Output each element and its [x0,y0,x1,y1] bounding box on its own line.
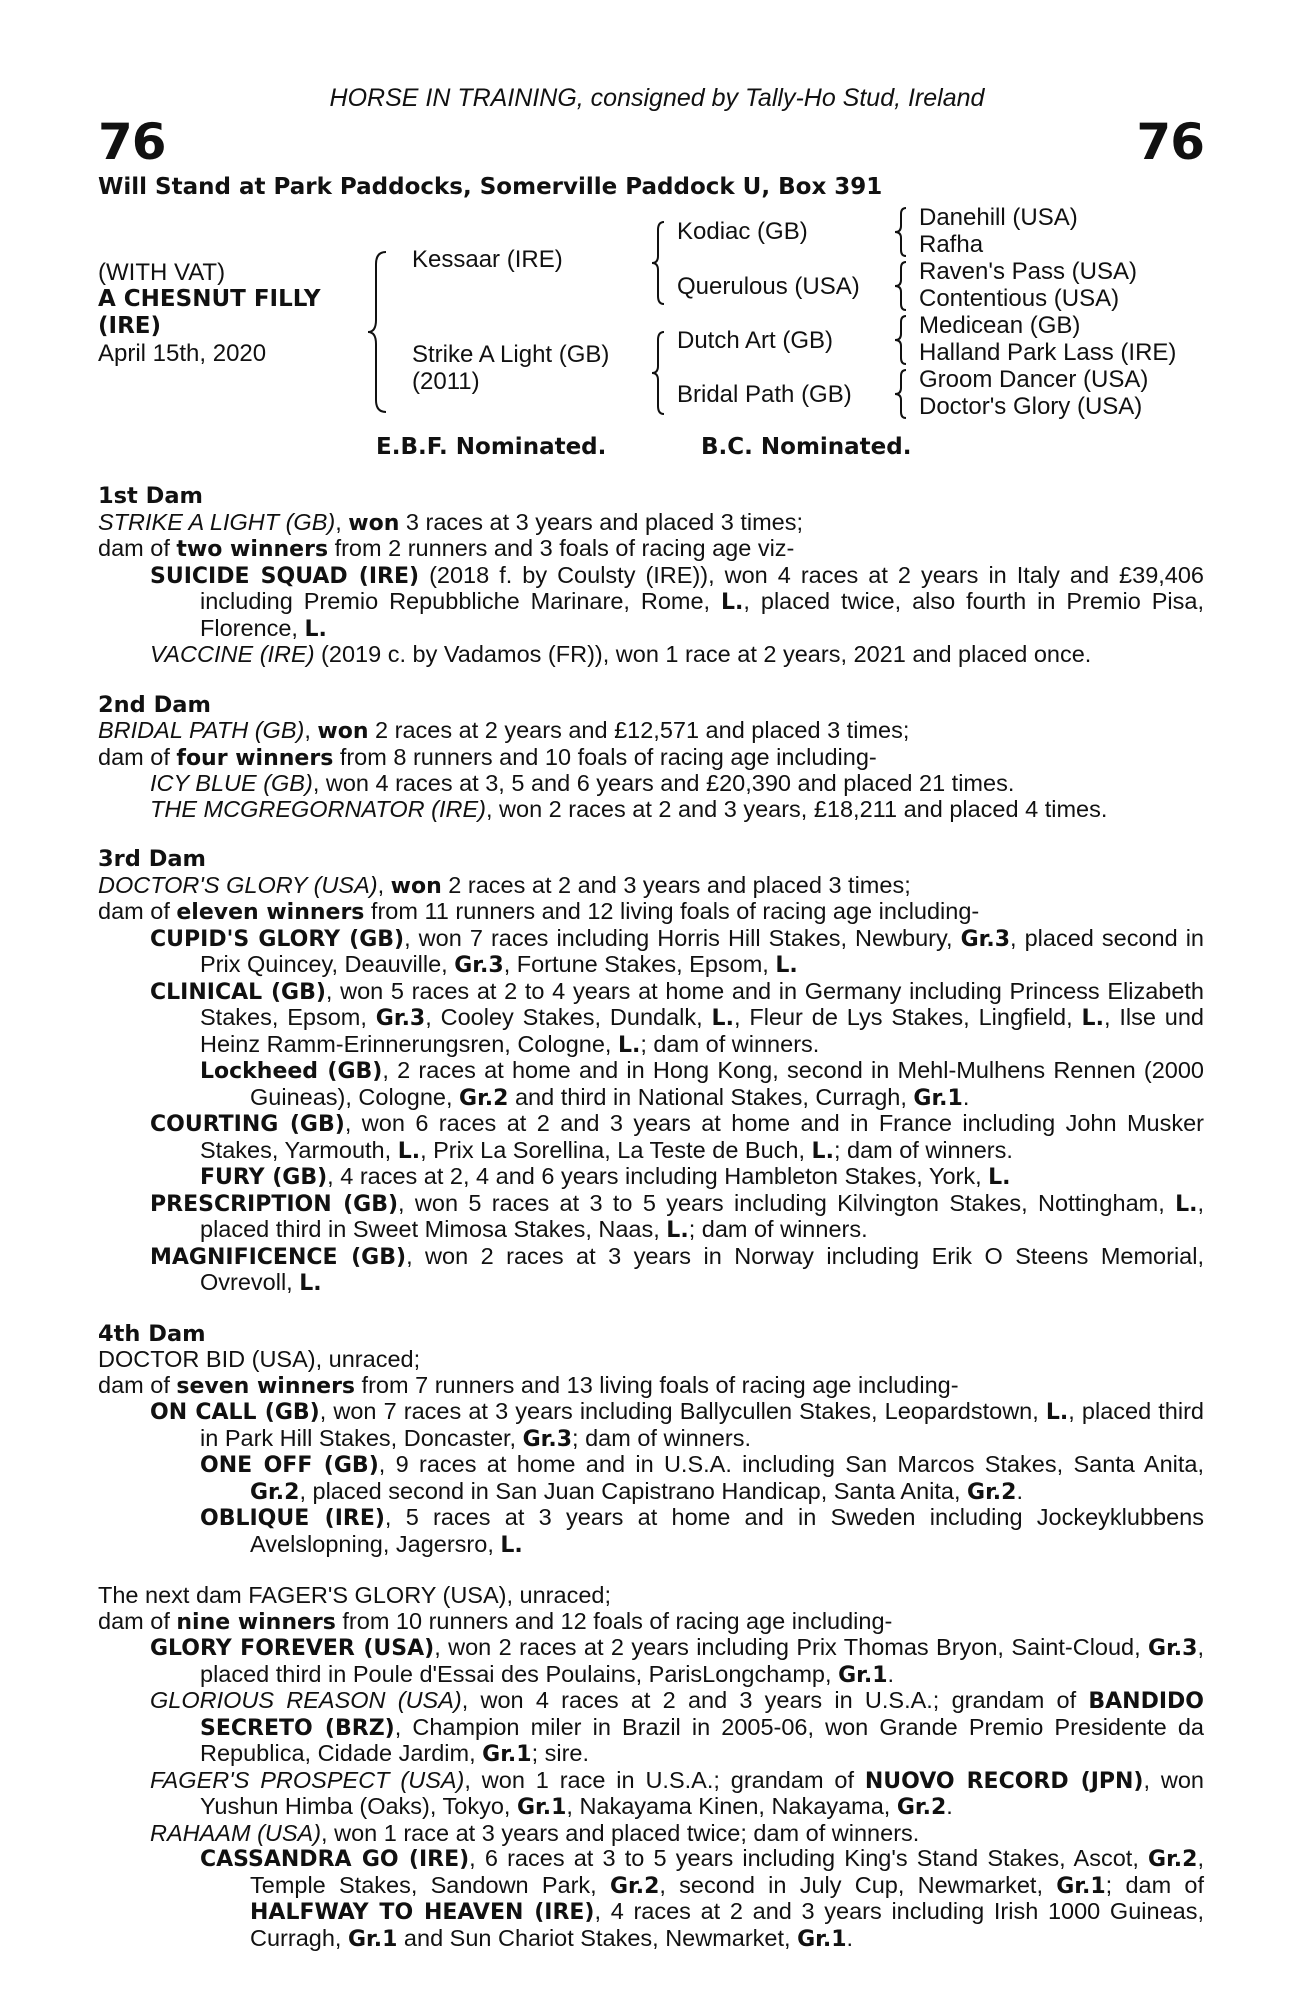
grandparent-8: Doctor's Glory (USA) [919,393,1143,420]
pedigree-brace-main [366,250,392,414]
grade: L. [1081,1006,1104,1031]
horse-name: VACCINE (IRE) [150,641,315,667]
grade: L. [1045,1400,1069,1425]
grade: Gr.1 [797,1926,847,1952]
dam-sire: Dutch Art (GB) [677,327,834,354]
text: , Nakayama Kinen, Nakayama, [566,1793,897,1819]
grade: L. [811,1138,834,1164]
text: , Ilse und Heinz Ramm-Erinnerungsren, Cologne, [200,1004,1204,1057]
text: (2019 c. by Vadamos (FR)), won 1 race at 2 years, 2021 and placed once. [314,641,1092,667]
produce-entry [98,1768,1204,1821]
produce-entry [98,797,1204,823]
text: . [887,1660,895,1687]
text: 3 races at 3 years and placed 3 times; [399,508,804,535]
grade: Gr.2 [967,1479,1017,1505]
text: . [846,1924,854,1951]
text: , Fortune Stakes, Epsom, [503,951,776,977]
vat-label: (WITH VAT) [98,259,226,286]
grade: Gr.1 [838,1662,888,1688]
produce-entry [98,1452,1204,1505]
horse-name: NUOVO RECORD (JPN) [864,1768,1144,1794]
produce-entry [98,1846,1204,1952]
text: dam of [98,898,177,924]
grade: L. [304,616,327,642]
grandparent-4: Contentious (USA) [919,285,1120,312]
text: , 6 races at 3 to 5 years including King's Stand Stakes, Ascot, [469,1845,1149,1871]
grade: Gr.3 [960,926,1011,952]
text: . [962,1083,970,1110]
produce-entry [98,1688,1204,1768]
text: , Temple Stakes, Sandown Park, [250,1845,1204,1898]
fourth-dam-section [98,1322,1204,1559]
pedigree-brace-g4 [893,368,909,420]
pedigree-brace-g1 [893,206,909,258]
text: ; dam of winners. [572,1424,751,1451]
text: dam of [98,1607,177,1634]
text: , 2 races at home and in Hong Kong, second in Mehl-Mulhens Rennen (2000 Guineas), Cologne, [250,1057,1204,1110]
won-label: won [317,719,369,744]
horse-name: Lockheed (GB) [200,1059,383,1084]
horse-name: PRESCRIPTION (GB) [150,1191,399,1217]
text: , won 5 races at 3 to 5 years including Kilvington Stakes, Nottingham, [398,1189,1176,1216]
horse-name: THE MCGREGORNATOR (IRE) [150,795,486,822]
text: ; dam of winners. [833,1136,1013,1163]
grandparent-5: Medicean (GB) [919,312,1081,339]
text: , won 2 races at 2 and 3 years, £18,211 and placed 4 times. [485,795,1108,822]
text: , Cooley Stakes, Dundalk, [425,1004,712,1030]
pedigree-brace-sire [650,220,668,306]
dam-year: (2011) [412,368,480,395]
grade: L. [299,1271,322,1296]
horse-name: COURTING (GB) [150,1112,345,1137]
dam-name: DOCTOR'S GLORY (USA) [98,871,378,898]
grade: L. [666,1218,689,1243]
lot-number-left: 76 [98,113,166,171]
text: from 2 runners and 3 foals of racing age viz- [328,535,795,561]
text: , placed twice, also fourth in Premio Pisa, Florence, [200,588,1204,641]
grandparent-3: Raven's Pass (USA) [919,258,1137,285]
text: , 9 races at home and in U.S.A. including San Marcos Stakes, Santa Anita, [378,1451,1204,1477]
grade: L. [988,1165,1011,1190]
sire: Kessaar (IRE) [412,246,563,273]
grade: Gr.1 [482,1742,532,1767]
sire-dam: Querulous (USA) [677,273,860,300]
produce-entry [98,1111,1204,1164]
text: , won 5 races at 2 to 4 years at home and in Germany including Princess Elizabeth Stakes, Epsom, [200,977,1205,1030]
text: from 10 runners and 12 foals of racing age including- [335,1607,893,1634]
winners-count: seven winners [176,1373,356,1399]
text: , won 1 race in U.S.A.; grandam of [464,1766,865,1793]
section-heading: 4th Dam [98,1320,206,1347]
text: , won 7 races at 3 years including Ballycullen Stakes, Leopardstown, [319,1398,1046,1424]
text: , 5 races at 3 years at home and in Sweden including Jockeyklubbens Avelslopning, Jagersro, [250,1504,1204,1557]
text: , won 7 races including Horris Hill Stakes, Newbury, [404,924,961,951]
text: , [304,717,318,743]
grade: Gr.1 [1056,1873,1106,1899]
text: , placed third in Sweet Mimosa Stakes, Naas, [200,1189,1204,1242]
produce-summary [98,899,1204,926]
pedigree-brace-g2 [893,260,909,312]
text: , won 4 races at 2 and 3 years in U.S.A.; grandam of [461,1687,1089,1713]
horse-name: BANDIDO SECRETO (BRZ) [200,1689,1204,1741]
lot-name: A CHESNUT FILLY [98,286,321,312]
grade: Gr.2 [896,1795,947,1820]
text: (2018 f. by Coulsty (IRE)), won 4 races at 2 years in Italy and £39,406 including Premio Repubbliche Marinare, Rome, [200,561,1204,614]
text: ; dam of [1105,1871,1204,1898]
winners-count: nine winners [176,1609,336,1635]
lot-number-right: 76 [1136,113,1204,171]
produce-entry [98,1244,1204,1297]
text: . [1016,1477,1023,1504]
text: and third in National Stakes, Curragh, [508,1083,914,1110]
horse-name: SUICIDE SQUAD (IRE) [150,563,420,589]
text: , placed third in Poule d'Essai des Poulains, ParisLongchamp, [200,1634,1204,1687]
text: , won 2 races at 3 years in Norway including Erik O Steens Memorial, Ovrevoll, [200,1242,1204,1295]
grade: Gr.3 [454,953,504,978]
grade: Gr.2 [1148,1847,1198,1872]
horse-name: GLORIOUS REASON (USA) [150,1687,462,1713]
grade: L. [721,590,744,615]
produce-entry [98,1058,1204,1111]
winners-count: eleven winners [176,900,365,925]
produce-entry [98,771,1204,797]
horse-name: HALFWAY TO HEAVEN (IRE) [250,1900,595,1925]
produce-entry [98,1821,1204,1847]
grade: Gr.1 [516,1795,567,1820]
text: , won 1 race at 3 years and placed twice; dam of winners. [321,1819,920,1846]
grade: Gr.1 [347,1926,398,1952]
text: ; sire. [531,1740,590,1766]
text: . [946,1793,953,1819]
grade: Gr.3 [522,1426,573,1452]
text: dam of [98,743,177,770]
won-label: won [348,510,400,536]
dam-record [98,873,1204,900]
text: ; dam of winners. [688,1216,868,1242]
fifth-dam-section [98,1583,1204,1952]
ebf-nomination: E.B.F. Nominated. [376,434,607,460]
dam-dam: Bridal Path (GB) [677,381,852,408]
produce-entry [98,926,1204,979]
horse-name: ON CALL (GB) [150,1400,320,1425]
horse-name: OBLIQUE (IRE) [200,1506,385,1531]
text: , won 2 races at 2 years including Prix Thomas Bryon, Saint-Cloud, [434,1634,1149,1660]
grade: L. [775,953,798,978]
section-heading: 2nd Dam [98,691,211,718]
produce-summary [98,1609,1204,1636]
text: 2 races at 2 years and £12,571 and placed 3 times; [368,717,910,743]
text: dam of [98,535,177,561]
text: , Champion miler in Brazil in 2005-06, won Grande Premio Presidente da Republica, Cidade Jardim, [200,1713,1204,1766]
horse-name: MAGNIFICENCE (GB) [150,1244,407,1270]
grandparent-1: Danehill (USA) [919,204,1078,231]
second-dam-section [98,693,1204,823]
grade: Gr.3 [375,1006,426,1031]
third-dam-section [98,847,1204,1297]
text: , 4 races at 2 and 3 years including Irish 1000 Guineas, Curragh, [250,1898,1204,1951]
dam-record: The next dam FAGER'S GLORY (USA), unraced; [98,1582,611,1608]
produce-entry [98,563,1204,643]
grade: Gr.2 [609,1873,660,1899]
produce-summary [98,745,1204,772]
produce-entry [98,1505,1204,1558]
text: from 7 runners and 13 living foals of racing age including- [355,1371,959,1398]
dam-name: STRIKE A LIGHT (GB) [98,508,336,535]
produce-entry [98,1399,1204,1452]
catalogue-header: HORSE IN TRAINING, consigned by Tally-Ho Stud, Ireland [329,84,985,112]
produce-entry [98,1191,1204,1244]
grade: L. [1175,1191,1198,1217]
grade: Gr.3 [1148,1636,1198,1661]
grandparent-6: Halland Park Lass (IRE) [919,339,1177,366]
pedigree-notes [98,484,1204,1952]
sire-sire: Kodiac (GB) [677,218,808,245]
text: , won 4 races at 3, 5 and 6 years and £20,390 and placed 21 times. [312,770,1015,796]
horse-name: CUPID'S GLORY (GB) [150,926,405,952]
horse-name: CASSANDRA GO (IRE) [200,1847,470,1872]
text: , placed second in San Juan Capistrano Handicap, Santa Anita, [299,1477,968,1504]
pedigree-brace-g3 [893,314,909,366]
produce-entry [98,979,1204,1059]
horse-name: RAHAAM (USA) [150,1819,322,1846]
grandparent-7: Groom Dancer (USA) [919,366,1149,393]
winners-count: two winners [176,537,329,562]
dam-record [98,510,1204,537]
lot-name-country: (IRE) [98,313,162,339]
text: , placed third in Park Hill Stakes, Doncaster, [200,1398,1204,1451]
pedigree-brace-dam [650,330,668,416]
horse-name: FAGER'S PROSPECT (USA) [150,1766,465,1793]
horse-name: ICY BLUE (GB) [150,770,313,796]
produce-entry [98,1635,1204,1688]
text: , [335,508,349,535]
dam: Strike A Light (GB) [412,341,610,368]
text: , won 6 races at 2 and 3 years at home and in France including John Musker Stakes, Yarmouth, [200,1110,1204,1163]
text: dam of [98,1371,177,1398]
first-dam-section [98,484,1204,668]
grade: L. [617,1032,641,1058]
produce-entry [98,1164,1204,1191]
dam-record [98,718,1204,745]
section-heading: 1st Dam [98,483,203,509]
horse-name: FURY (GB) [200,1165,328,1190]
foaling-date: April 15th, 2020 [98,340,267,367]
text: , placed second in Prix Quincey, Deauville, [200,924,1204,977]
grade: L. [500,1532,523,1558]
grade: Gr.2 [459,1085,509,1111]
text: , Prix La Sorellina, La Teste de Buch, [420,1136,812,1163]
text: from 8 runners and 10 foals of racing age including- [333,743,877,770]
text: and Sun Chariot Stakes, Newmarket, [397,1924,798,1951]
text: ; dam of winners. [640,1030,820,1057]
produce-summary [98,1373,1204,1400]
text: , [377,871,391,898]
grade: L. [711,1006,734,1031]
grade: Gr.2 [250,1479,300,1505]
won-label: won [390,873,442,899]
text: 2 races at 2 and 3 years and placed 3 times; [441,871,911,898]
text: , Fleur de Lys Stakes, Lingfield, [733,1004,1082,1030]
text: , 4 races at 2, 4 and 6 years including Hambleton Stakes, York, [327,1163,989,1189]
grade: L. [397,1138,421,1164]
grade: Gr.1 [913,1085,963,1111]
horse-name: GLORY FOREVER (USA) [150,1636,435,1661]
horse-name: CLINICAL (GB) [150,979,326,1005]
grandparent-2: Rafha [919,231,984,258]
dam-record: DOCTOR BID (USA), unraced; [98,1346,421,1372]
text: , second in July Cup, Newmarket, [659,1871,1057,1898]
winners-count: four winners [176,745,334,771]
bc-nomination: B.C. Nominated. [701,434,912,460]
horse-name: ONE OFF (GB) [200,1453,379,1478]
stand-info: Will Stand at Park Paddocks, Somerville Paddock U, Box 391 [98,174,883,200]
text: from 11 runners and 12 living foals of racing age including- [364,898,980,924]
produce-entry [98,642,1204,668]
section-heading: 3rd Dam [98,846,206,872]
text: , won Yushun Himba (Oaks), Tokyo, [200,1766,1204,1819]
produce-summary [98,536,1204,563]
dam-name: BRIDAL PATH (GB) [98,717,305,743]
